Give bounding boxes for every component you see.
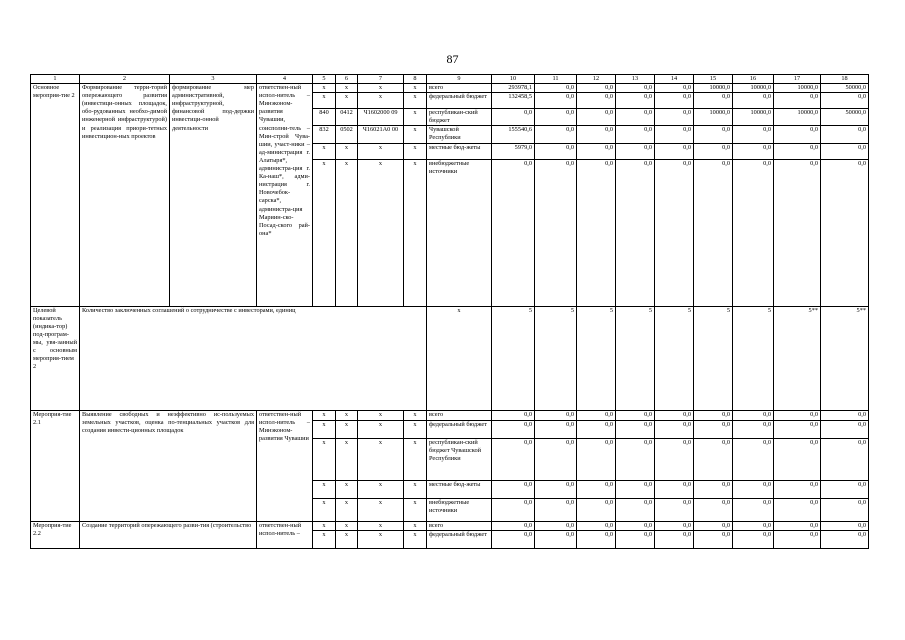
expense-type-code: x: [404, 93, 427, 109]
section-code: 0502: [336, 126, 358, 143]
table-row: [31, 521, 869, 530]
amount-cell: 10000,0: [774, 84, 821, 93]
column-header: 4: [257, 75, 313, 84]
expense-type-code: x: [404, 420, 427, 438]
event-responsible: ответствен-ный испол-нитель –: [257, 521, 313, 548]
amount-cell: 0,0: [577, 159, 616, 306]
funding-source: федеральный бюджет: [427, 420, 492, 438]
indicator-value: 5: [577, 306, 616, 410]
indicator-source: x: [427, 306, 492, 410]
expense-type-code: x: [404, 438, 427, 480]
amount-cell: 0,0: [821, 530, 869, 548]
amount-cell: 0,0: [616, 143, 655, 159]
amount-cell: 0,0: [733, 530, 774, 548]
event-task: Выявление свободных и неэффективно ис-пользуемых земельных участков, оценка по-тенциальных участков для создания инвести-ционных площадок: [80, 410, 257, 521]
column-header: 12: [577, 75, 616, 84]
amount-cell: 0,0: [821, 143, 869, 159]
amount-cell: 0,0: [655, 109, 694, 126]
amount-cell: 0,0: [655, 498, 694, 521]
amount-cell: 0,0: [694, 93, 733, 109]
grbs-code: x: [313, 410, 336, 420]
event-responsible: ответствен-ный испол-нитель – Минэконом-развития Чувашии: [257, 410, 313, 521]
target-code: x: [358, 521, 404, 530]
amount-cell: 0,0: [694, 438, 733, 480]
amount-cell: 0,0: [774, 93, 821, 109]
amount-cell: 0,0: [694, 521, 733, 530]
amount-cell: 0,0: [821, 420, 869, 438]
event-measures: формирование мер административной, инфраструктурной, финансовой под-держки инвестици-онной деятельности: [170, 84, 257, 306]
amount-cell: 0,0: [655, 84, 694, 93]
amount-cell: 0,0: [616, 521, 655, 530]
table-body: [31, 75, 869, 549]
grbs-code: x: [313, 498, 336, 521]
amount-cell: 0,0: [694, 410, 733, 420]
indicator-value: 5: [733, 306, 774, 410]
grbs-code: x: [313, 84, 336, 93]
amount-cell: 10000,0: [694, 109, 733, 126]
amount-cell: 0,0: [655, 159, 694, 306]
table-row: [31, 84, 869, 93]
amount-cell: 0,0: [733, 159, 774, 306]
expense-type-code: x: [404, 126, 427, 143]
column-header: 8: [404, 75, 427, 84]
column-header: 16: [733, 75, 774, 84]
grbs-code: 832: [313, 126, 336, 143]
event-name: Мероприя-тие 2.2: [31, 521, 80, 548]
amount-cell: 0,0: [492, 159, 535, 306]
event-responsible: ответствен-ный испол-нитель – Минэконом-развития Чувашии, соисполни-тель – Мин-строй Чува-шии, участ-ники – ад-министрация г. Алатыря*, администра-ция г. Ка-наш*, адми-нистрация г. Новочебок-сарска*, администра-ция Мариин-ско-Посад-ского рай-она*: [257, 84, 313, 306]
amount-cell: 0,0: [655, 93, 694, 109]
amount-cell: 0,0: [577, 143, 616, 159]
funding-source: всего: [427, 84, 492, 93]
section-code: x: [336, 480, 358, 498]
target-code: x: [358, 410, 404, 420]
amount-cell: 0,0: [577, 420, 616, 438]
amount-cell: 0,0: [577, 498, 616, 521]
event-task: Создание территорий опережающего разви-тия (строительство: [80, 521, 257, 548]
grbs-code: x: [313, 530, 336, 548]
budget-table: [30, 74, 869, 549]
amount-cell: 0,0: [535, 420, 577, 438]
section-code: x: [336, 84, 358, 93]
funding-source: республикан-ский бюджет: [427, 109, 492, 126]
amount-cell: 132458,5: [492, 93, 535, 109]
amount-cell: 0,0: [733, 420, 774, 438]
amount-cell: 0,0: [616, 109, 655, 126]
amount-cell: 50000,0: [821, 109, 869, 126]
section-code: x: [336, 420, 358, 438]
amount-cell: 0,0: [492, 438, 535, 480]
amount-cell: 0,0: [694, 480, 733, 498]
amount-cell: 0,0: [821, 438, 869, 480]
section-code: x: [336, 438, 358, 480]
indicator-value: 5: [535, 306, 577, 410]
amount-cell: 0,0: [733, 126, 774, 143]
expense-type-code: x: [404, 109, 427, 126]
amount-cell: 0,0: [616, 498, 655, 521]
amount-cell: 0,0: [655, 126, 694, 143]
funding-source: федеральный бюджет: [427, 93, 492, 109]
amount-cell: 0,0: [774, 420, 821, 438]
amount-cell: 0,0: [821, 126, 869, 143]
amount-cell: 0,0: [616, 420, 655, 438]
amount-cell: 0,0: [535, 126, 577, 143]
amount-cell: 0,0: [577, 438, 616, 480]
amount-cell: 0,0: [535, 93, 577, 109]
amount-cell: 0,0: [577, 521, 616, 530]
indicator-value: 5: [616, 306, 655, 410]
column-header: 15: [694, 75, 733, 84]
indicator-value: 5**: [774, 306, 821, 410]
column-header: 6: [336, 75, 358, 84]
amount-cell: 0,0: [774, 438, 821, 480]
target-code: Ч16021А0 00: [358, 126, 404, 143]
section-code: x: [336, 93, 358, 109]
grbs-code: x: [313, 521, 336, 530]
target-code: x: [358, 84, 404, 93]
column-header: 13: [616, 75, 655, 84]
amount-cell: 0,0: [821, 159, 869, 306]
indicator-value: 5: [694, 306, 733, 410]
page-number: 87: [446, 52, 459, 66]
funding-source: всего: [427, 410, 492, 420]
target-code: x: [358, 143, 404, 159]
amount-cell: 0,0: [616, 93, 655, 109]
amount-cell: 0,0: [535, 438, 577, 480]
amount-cell: 0,0: [492, 530, 535, 548]
expense-type-code: x: [404, 410, 427, 420]
funding-source: местные бюд-жеты: [427, 480, 492, 498]
amount-cell: 0,0: [616, 410, 655, 420]
amount-cell: 0,0: [577, 410, 616, 420]
expense-type-code: x: [404, 480, 427, 498]
indicator-name: Целевой показатель (индика-тор) под-програм-мы, увя-занный с основным мероприя-тием 2: [31, 306, 80, 410]
grbs-code: x: [313, 143, 336, 159]
amount-cell: 0,0: [535, 480, 577, 498]
funding-source: внебюджетные источники: [427, 498, 492, 521]
event-name: Основное мероприя-тие 2: [31, 84, 80, 306]
amount-cell: 0,0: [655, 438, 694, 480]
grbs-code: x: [313, 438, 336, 480]
section-code: x: [336, 159, 358, 306]
amount-cell: 0,0: [535, 143, 577, 159]
indicator-text: Количество заключенных соглашений о сотрудничестве с инвесторами, единиц: [80, 306, 427, 410]
amount-cell: 293978,1: [492, 84, 535, 93]
funding-source: местные бюд-жеты: [427, 143, 492, 159]
column-header: 9: [427, 75, 492, 84]
section-code: x: [336, 498, 358, 521]
amount-cell: 0,0: [655, 480, 694, 498]
funding-source: республикан-ский бюджет Чувашской Республики: [427, 438, 492, 480]
amount-cell: 0,0: [492, 521, 535, 530]
amount-cell: 0,0: [616, 530, 655, 548]
event-name: Мероприя-тие 2.1: [31, 410, 80, 521]
column-header: 3: [170, 75, 257, 84]
amount-cell: 0,0: [694, 159, 733, 306]
indicator-value: 5: [492, 306, 535, 410]
column-header: 17: [774, 75, 821, 84]
amount-cell: 0,0: [535, 84, 577, 93]
grbs-code: x: [313, 420, 336, 438]
target-code: x: [358, 420, 404, 438]
amount-cell: 0,0: [733, 480, 774, 498]
amount-cell: 0,0: [774, 521, 821, 530]
expense-type-code: x: [404, 159, 427, 306]
amount-cell: 0,0: [535, 159, 577, 306]
amount-cell: 0,0: [733, 438, 774, 480]
amount-cell: 0,0: [577, 93, 616, 109]
grbs-code: 840: [313, 109, 336, 126]
amount-cell: 0,0: [616, 84, 655, 93]
amount-cell: 0,0: [535, 109, 577, 126]
amount-cell: 0,0: [577, 84, 616, 93]
amount-cell: 0,0: [492, 480, 535, 498]
target-code: x: [358, 480, 404, 498]
amount-cell: 0,0: [694, 143, 733, 159]
amount-cell: 0,0: [616, 159, 655, 306]
amount-cell: 0,0: [821, 498, 869, 521]
funding-source: всего: [427, 521, 492, 530]
amount-cell: 50000,0: [821, 84, 869, 93]
amount-cell: 0,0: [655, 143, 694, 159]
amount-cell: 0,0: [774, 126, 821, 143]
amount-cell: 0,0: [577, 109, 616, 126]
target-code: x: [358, 93, 404, 109]
grbs-code: x: [313, 159, 336, 306]
amount-cell: 0,0: [821, 93, 869, 109]
amount-cell: 0,0: [616, 480, 655, 498]
amount-cell: 0,0: [774, 480, 821, 498]
table-row: [31, 410, 869, 420]
expense-type-code: x: [404, 84, 427, 93]
amount-cell: 0,0: [694, 498, 733, 521]
column-header: 1: [31, 75, 80, 84]
expense-type-code: x: [404, 498, 427, 521]
amount-cell: 0,0: [492, 420, 535, 438]
grbs-code: x: [313, 480, 336, 498]
target-code: x: [358, 498, 404, 521]
indicator-row: [31, 306, 869, 410]
amount-cell: 0,0: [774, 410, 821, 420]
amount-cell: 0,0: [577, 530, 616, 548]
column-header: 11: [535, 75, 577, 84]
column-header: 18: [821, 75, 869, 84]
amount-cell: 0,0: [535, 521, 577, 530]
amount-cell: 0,0: [616, 438, 655, 480]
expense-type-code: x: [404, 521, 427, 530]
amount-cell: 0,0: [733, 93, 774, 109]
amount-cell: 10000,0: [774, 109, 821, 126]
amount-cell: 0,0: [694, 530, 733, 548]
amount-cell: 0,0: [733, 143, 774, 159]
amount-cell: 0,0: [733, 498, 774, 521]
amount-cell: 0,0: [774, 530, 821, 548]
target-code: Ч1602000 09: [358, 109, 404, 126]
amount-cell: 0,0: [655, 410, 694, 420]
funding-source: внебюджетные источники: [427, 159, 492, 306]
indicator-value: 5**: [821, 306, 869, 410]
indicator-value: 5: [655, 306, 694, 410]
funding-source: Чувашской Республики: [427, 126, 492, 143]
column-header: 10: [492, 75, 535, 84]
amount-cell: 0,0: [694, 126, 733, 143]
amount-cell: 10000,0: [733, 109, 774, 126]
amount-cell: 0,0: [774, 143, 821, 159]
amount-cell: 0,0: [577, 480, 616, 498]
amount-cell: 0,0: [655, 420, 694, 438]
amount-cell: 10000,0: [733, 84, 774, 93]
column-header: 5: [313, 75, 336, 84]
amount-cell: 0,0: [821, 410, 869, 420]
amount-cell: 5979,0: [492, 143, 535, 159]
section-code: x: [336, 143, 358, 159]
target-code: x: [358, 530, 404, 548]
amount-cell: 0,0: [535, 498, 577, 521]
target-code: x: [358, 159, 404, 306]
section-code: 0412: [336, 109, 358, 126]
amount-cell: 0,0: [492, 410, 535, 420]
amount-cell: 0,0: [535, 410, 577, 420]
section-code: x: [336, 530, 358, 548]
amount-cell: 0,0: [655, 530, 694, 548]
amount-cell: 155540,6: [492, 126, 535, 143]
amount-cell: 0,0: [733, 410, 774, 420]
amount-cell: 0,0: [733, 521, 774, 530]
amount-cell: 0,0: [492, 498, 535, 521]
expense-type-code: x: [404, 530, 427, 548]
amount-cell: 0,0: [774, 159, 821, 306]
funding-source: федеральный бюджет: [427, 530, 492, 548]
column-header: 2: [80, 75, 170, 84]
column-header: 7: [358, 75, 404, 84]
event-task: Формирование терри-торий опережающего развития (инвестици-онных площадок, обо-рудованных необхо-димой инженерной инфраструктурой) и реализация приори-тетных инвестицион-ных проектов: [80, 84, 170, 306]
column-header: 14: [655, 75, 694, 84]
amount-cell: 0,0: [821, 480, 869, 498]
amount-cell: 10000,0: [694, 84, 733, 93]
amount-cell: 0,0: [492, 109, 535, 126]
expense-type-code: x: [404, 143, 427, 159]
section-code: x: [336, 521, 358, 530]
amount-cell: 0,0: [577, 126, 616, 143]
amount-cell: 0,0: [821, 521, 869, 530]
amount-cell: 0,0: [774, 498, 821, 521]
amount-cell: 0,0: [535, 530, 577, 548]
amount-cell: 0,0: [655, 521, 694, 530]
amount-cell: 0,0: [616, 126, 655, 143]
amount-cell: 0,0: [694, 420, 733, 438]
section-code: x: [336, 410, 358, 420]
target-code: x: [358, 438, 404, 480]
grbs-code: x: [313, 93, 336, 109]
header-row: [31, 75, 869, 84]
